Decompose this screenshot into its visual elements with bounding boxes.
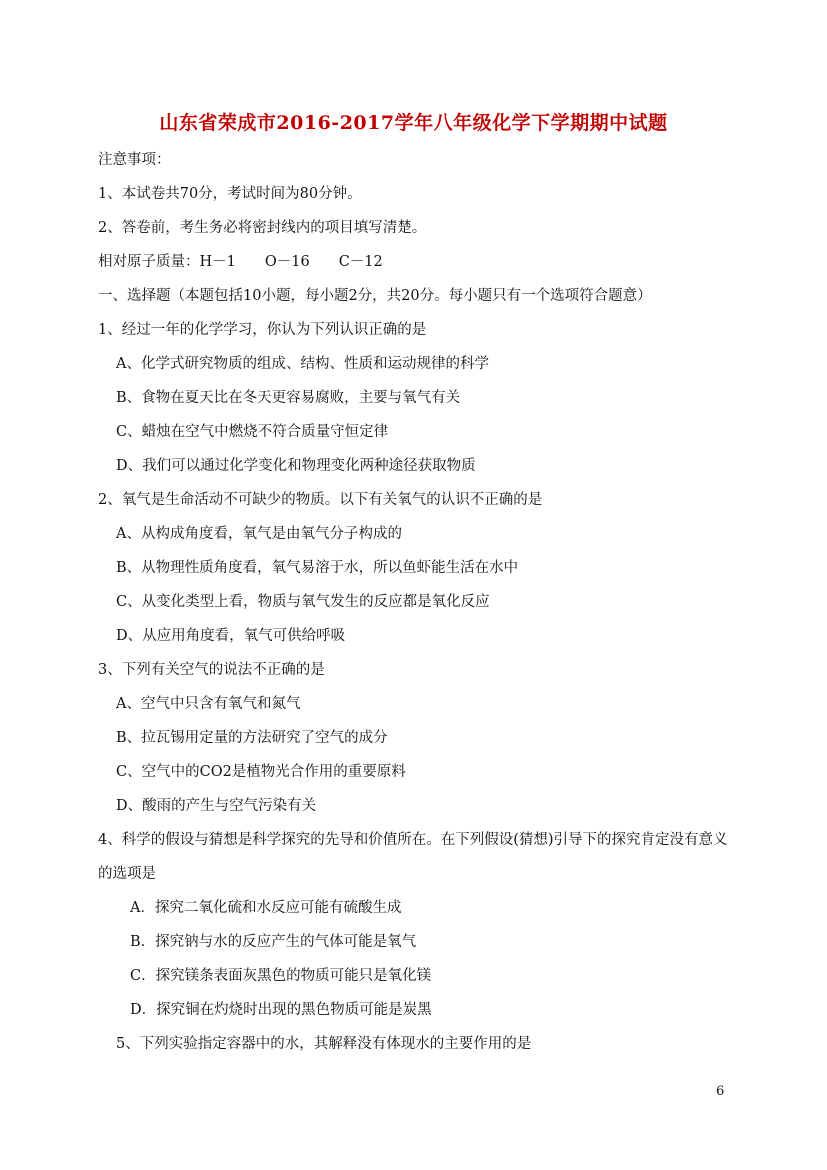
question-option: D、酸雨的产生与空气污染有关 — [116, 798, 317, 814]
question-option: C、蜡烛在空气中燃烧不符合质量守恒定律 — [116, 424, 389, 440]
question-option: A．探究二氧化硫和水反应可能有硫酸生成 — [130, 900, 402, 916]
question-option: D、我们可以通过化学变化和物理变化两种途径获取物质 — [116, 458, 476, 474]
question-stem: 2、氧气是生命活动不可缺少的物质。以下有关氧气的认识不正确的是 — [98, 492, 543, 508]
note-item: 1、本试卷共70分，考试时间为80分钟。 — [98, 186, 362, 202]
question-option: A、化学式研究物质的组成、结构、性质和运动规律的科学 — [116, 356, 489, 372]
question-option: D．探究铜在灼烧时出现的黑色物质可能是炭黑 — [130, 1002, 432, 1018]
atomic-mass-line: 相对原子质量：H－1 O－16 C－12 — [98, 254, 383, 270]
question-stem: 3、下列有关空气的说法不正确的是 — [98, 662, 325, 678]
question-stem: 1、经过一年的化学学习，你认为下列认识正确的是 — [98, 322, 427, 338]
question-option: A、从构成角度看，氧气是由氧气分子构成的 — [116, 526, 402, 542]
page-title: 山东省荣成市2016-2017学年八年级化学下学期期中试题 — [159, 112, 668, 134]
notes-heading: 注意事项： — [98, 152, 171, 168]
question-stem: 4、科学的假设与猜想是科学探究的先导和价值所在。在下列假设(猜想)引导下的探究肯定没有意义 — [98, 832, 728, 848]
question-option: C、空气中的CO2是植物光合作用的重要原料 — [116, 764, 406, 780]
question-option: B、从物理性质角度看，氧气易溶于水，所以鱼虾能生活在水中 — [116, 560, 519, 576]
question-option: B、食物在夏天比在冬天更容易腐败，主要与氧气有关 — [116, 390, 461, 406]
page-number: 6 — [716, 1084, 725, 1099]
question-stem: 5、下列实验指定容器中的水，其解释没有体现水的主要作用的是 — [116, 1036, 532, 1052]
note-item: 2、答卷前，考生务必将密封线内的项目填写清楚。 — [98, 220, 427, 236]
question-stem-continued: 的选项是 — [98, 866, 156, 882]
question-option: C．探究镁条表面灰黑色的物质可能只是氧化镁 — [130, 968, 432, 984]
section-heading: 一、选择题（本题包括10小题，每小题2分，共20分。每小题只有一个选项符合题意） — [98, 288, 652, 304]
question-option: D、从应用角度看，氧气可供给呼吸 — [116, 628, 346, 644]
question-option: B．探究钠与水的反应产生的气体可能是氧气 — [130, 934, 417, 950]
question-option: A、空气中只含有氧气和氮气 — [116, 696, 301, 712]
question-option: C、从变化类型上看，物质与氧气发生的反应都是氧化反应 — [116, 594, 490, 610]
question-option: B、拉瓦锡用定量的方法研究了空气的成分 — [116, 730, 388, 746]
